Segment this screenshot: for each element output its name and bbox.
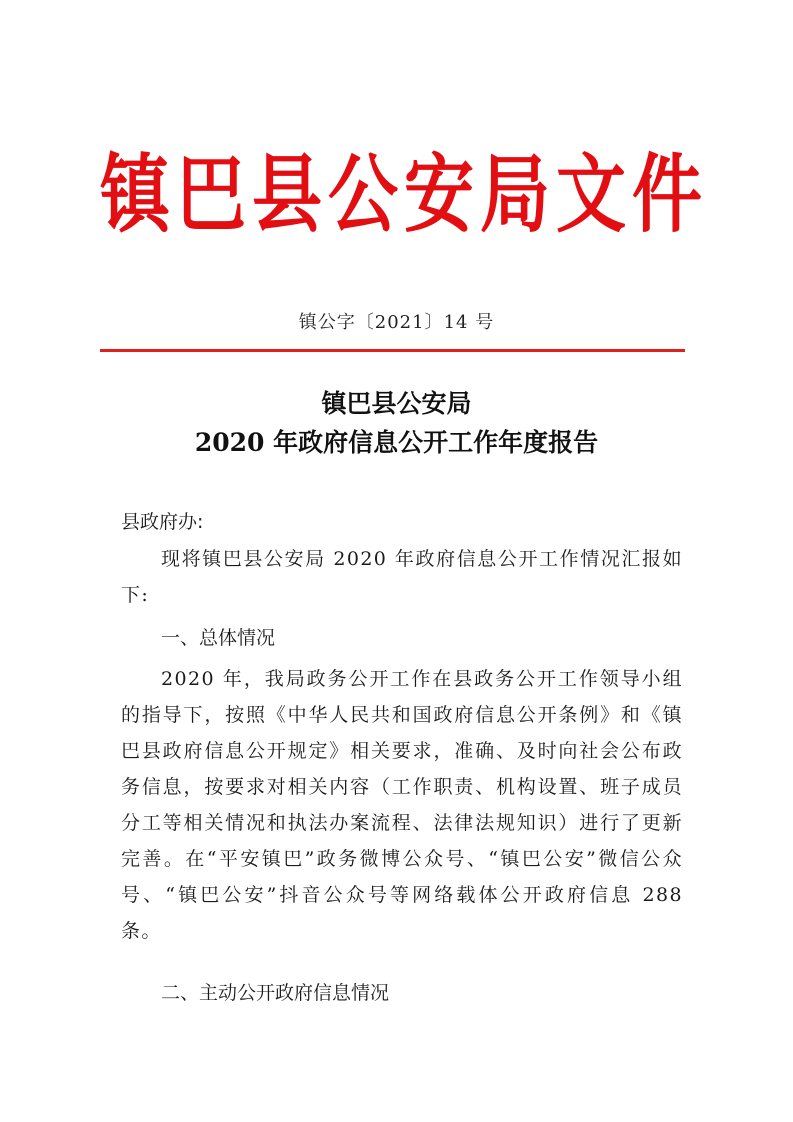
report-title-line-1: 镇巴县公安局: [321, 389, 472, 418]
salutation: 县政府办:: [121, 511, 204, 533]
section-heading-proactive-disclosure: 二、主动公开政府信息情况: [161, 982, 390, 1004]
overview-paragraph: 2020 年，我局政务公开工作在县政务公开工作领导小组的指导下，按照《中华人民共和国政府信息公开条例》和《镇巴县政府信息公开规定》相关要求，准确、及时向社会公布政务信息，按要求对相关内容（工作职责、机构设置、班子成员分工等相关情况和执法办案流程、法律法规知识）进行了更新完善。在“平安镇巴”政务微博公众号、“镇巴公安”微信公众号、“镇巴公安”抖音公众号等网络载体公开政府信息 288 条。: [121, 668, 683, 942]
intro-paragraph: 现将镇巴县公安局 2020 年政府信息公开工作情况汇报如下:: [121, 548, 683, 606]
document-number: 镇公字〔2021〕14 号: [298, 312, 495, 333]
section-heading-overview: 一、总体情况: [161, 627, 276, 649]
red-separator-line: [100, 349, 685, 352]
report-title-line-2: 2020 年政府信息公开工作年度报告: [194, 428, 599, 457]
document-red-header: 镇巴县公安局文件: [100, 144, 708, 245]
